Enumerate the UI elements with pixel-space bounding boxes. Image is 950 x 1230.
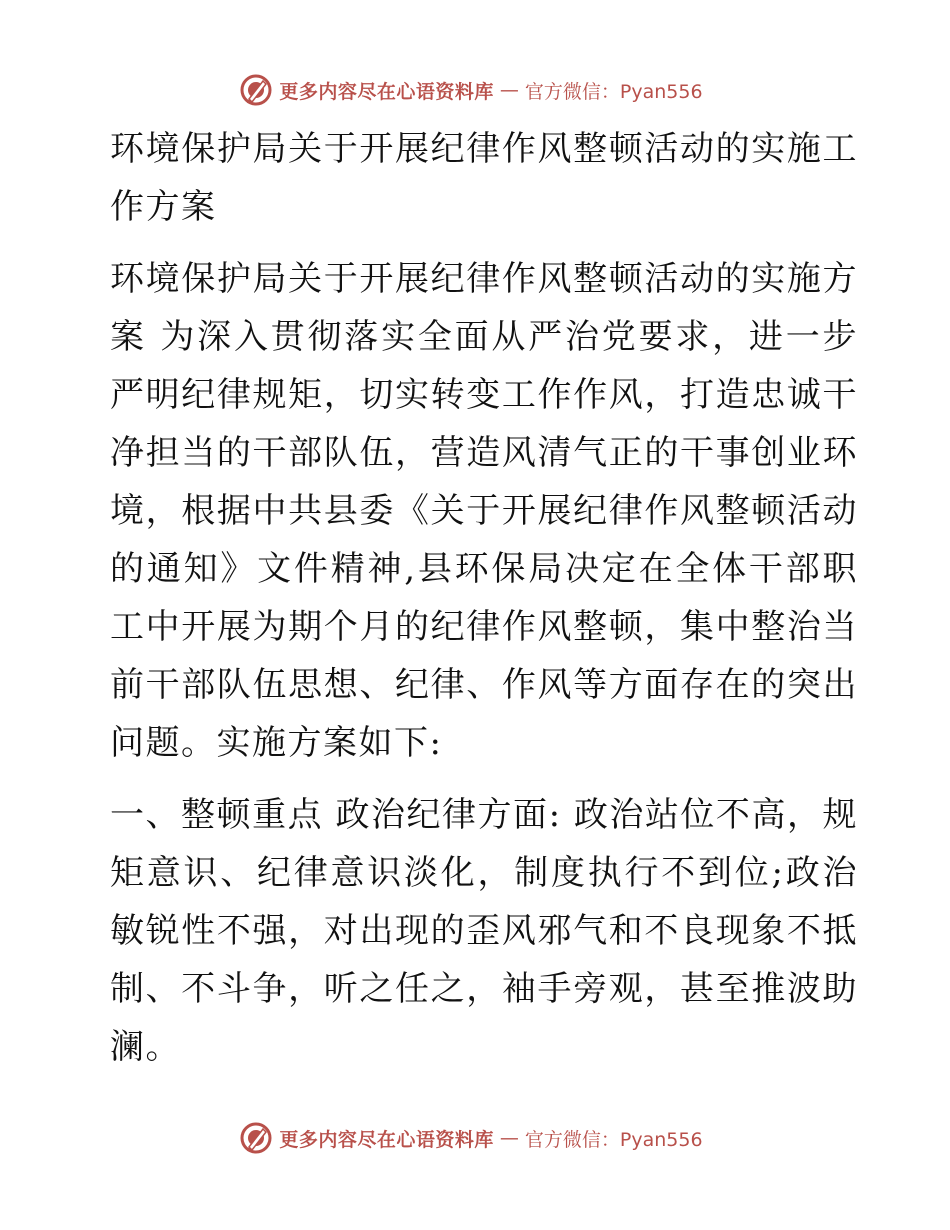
watermark-dash: — [499,1127,519,1149]
document-body [98,120,858,1076]
watermark-text: 更多内容尽在心语资料库 [279,1128,494,1151]
watermark-inner [239,73,702,107]
paragraph-intro: 环境保护局关于开展纪律作风整顿活动的实施方案 为深入贯彻落实全面从严治党要求，进一步严明纪律规矩，切实转变工作作风，打造忠诚干净担当的干部队伍，营造风清气正的干事创业环境，根据中共县委《关于开展纪律作风整顿活动的通知》文件精神,县环保局决定在全体干部职工中开展为期个月的纪律作风整顿，集中整治当前干部队伍思想、纪律、作风等方面存在的突出问题。实施方案如下: [110,259,858,763]
pen-logo-icon [239,1121,273,1155]
paragraph-section-1: 一、整顿重点 政治纪律方面: 政治站位不高，规矩意识、纪律意识淡化，制度执行不到位;政治敏锐性不强，对出现的歪风邪气和不良现象不抵制、不斗争，听之任之，袖手旁观，甚至推波助澜。 [110,795,858,1067]
watermark-text: 更多内容尽在心语资料库 [279,80,494,103]
pen-logo-icon [239,73,273,107]
watermark-wechat: 官方微信：Pyan556 [524,1128,703,1151]
watermark-inner [239,1121,702,1155]
footer-watermark [0,1118,950,1158]
document-title: 环境保护局关于开展纪律作风整顿活动的实施工作方案 [110,129,858,227]
header-watermark [0,70,950,110]
watermark-dash: — [499,79,519,101]
watermark-wechat: 官方微信：Pyan556 [524,80,703,103]
